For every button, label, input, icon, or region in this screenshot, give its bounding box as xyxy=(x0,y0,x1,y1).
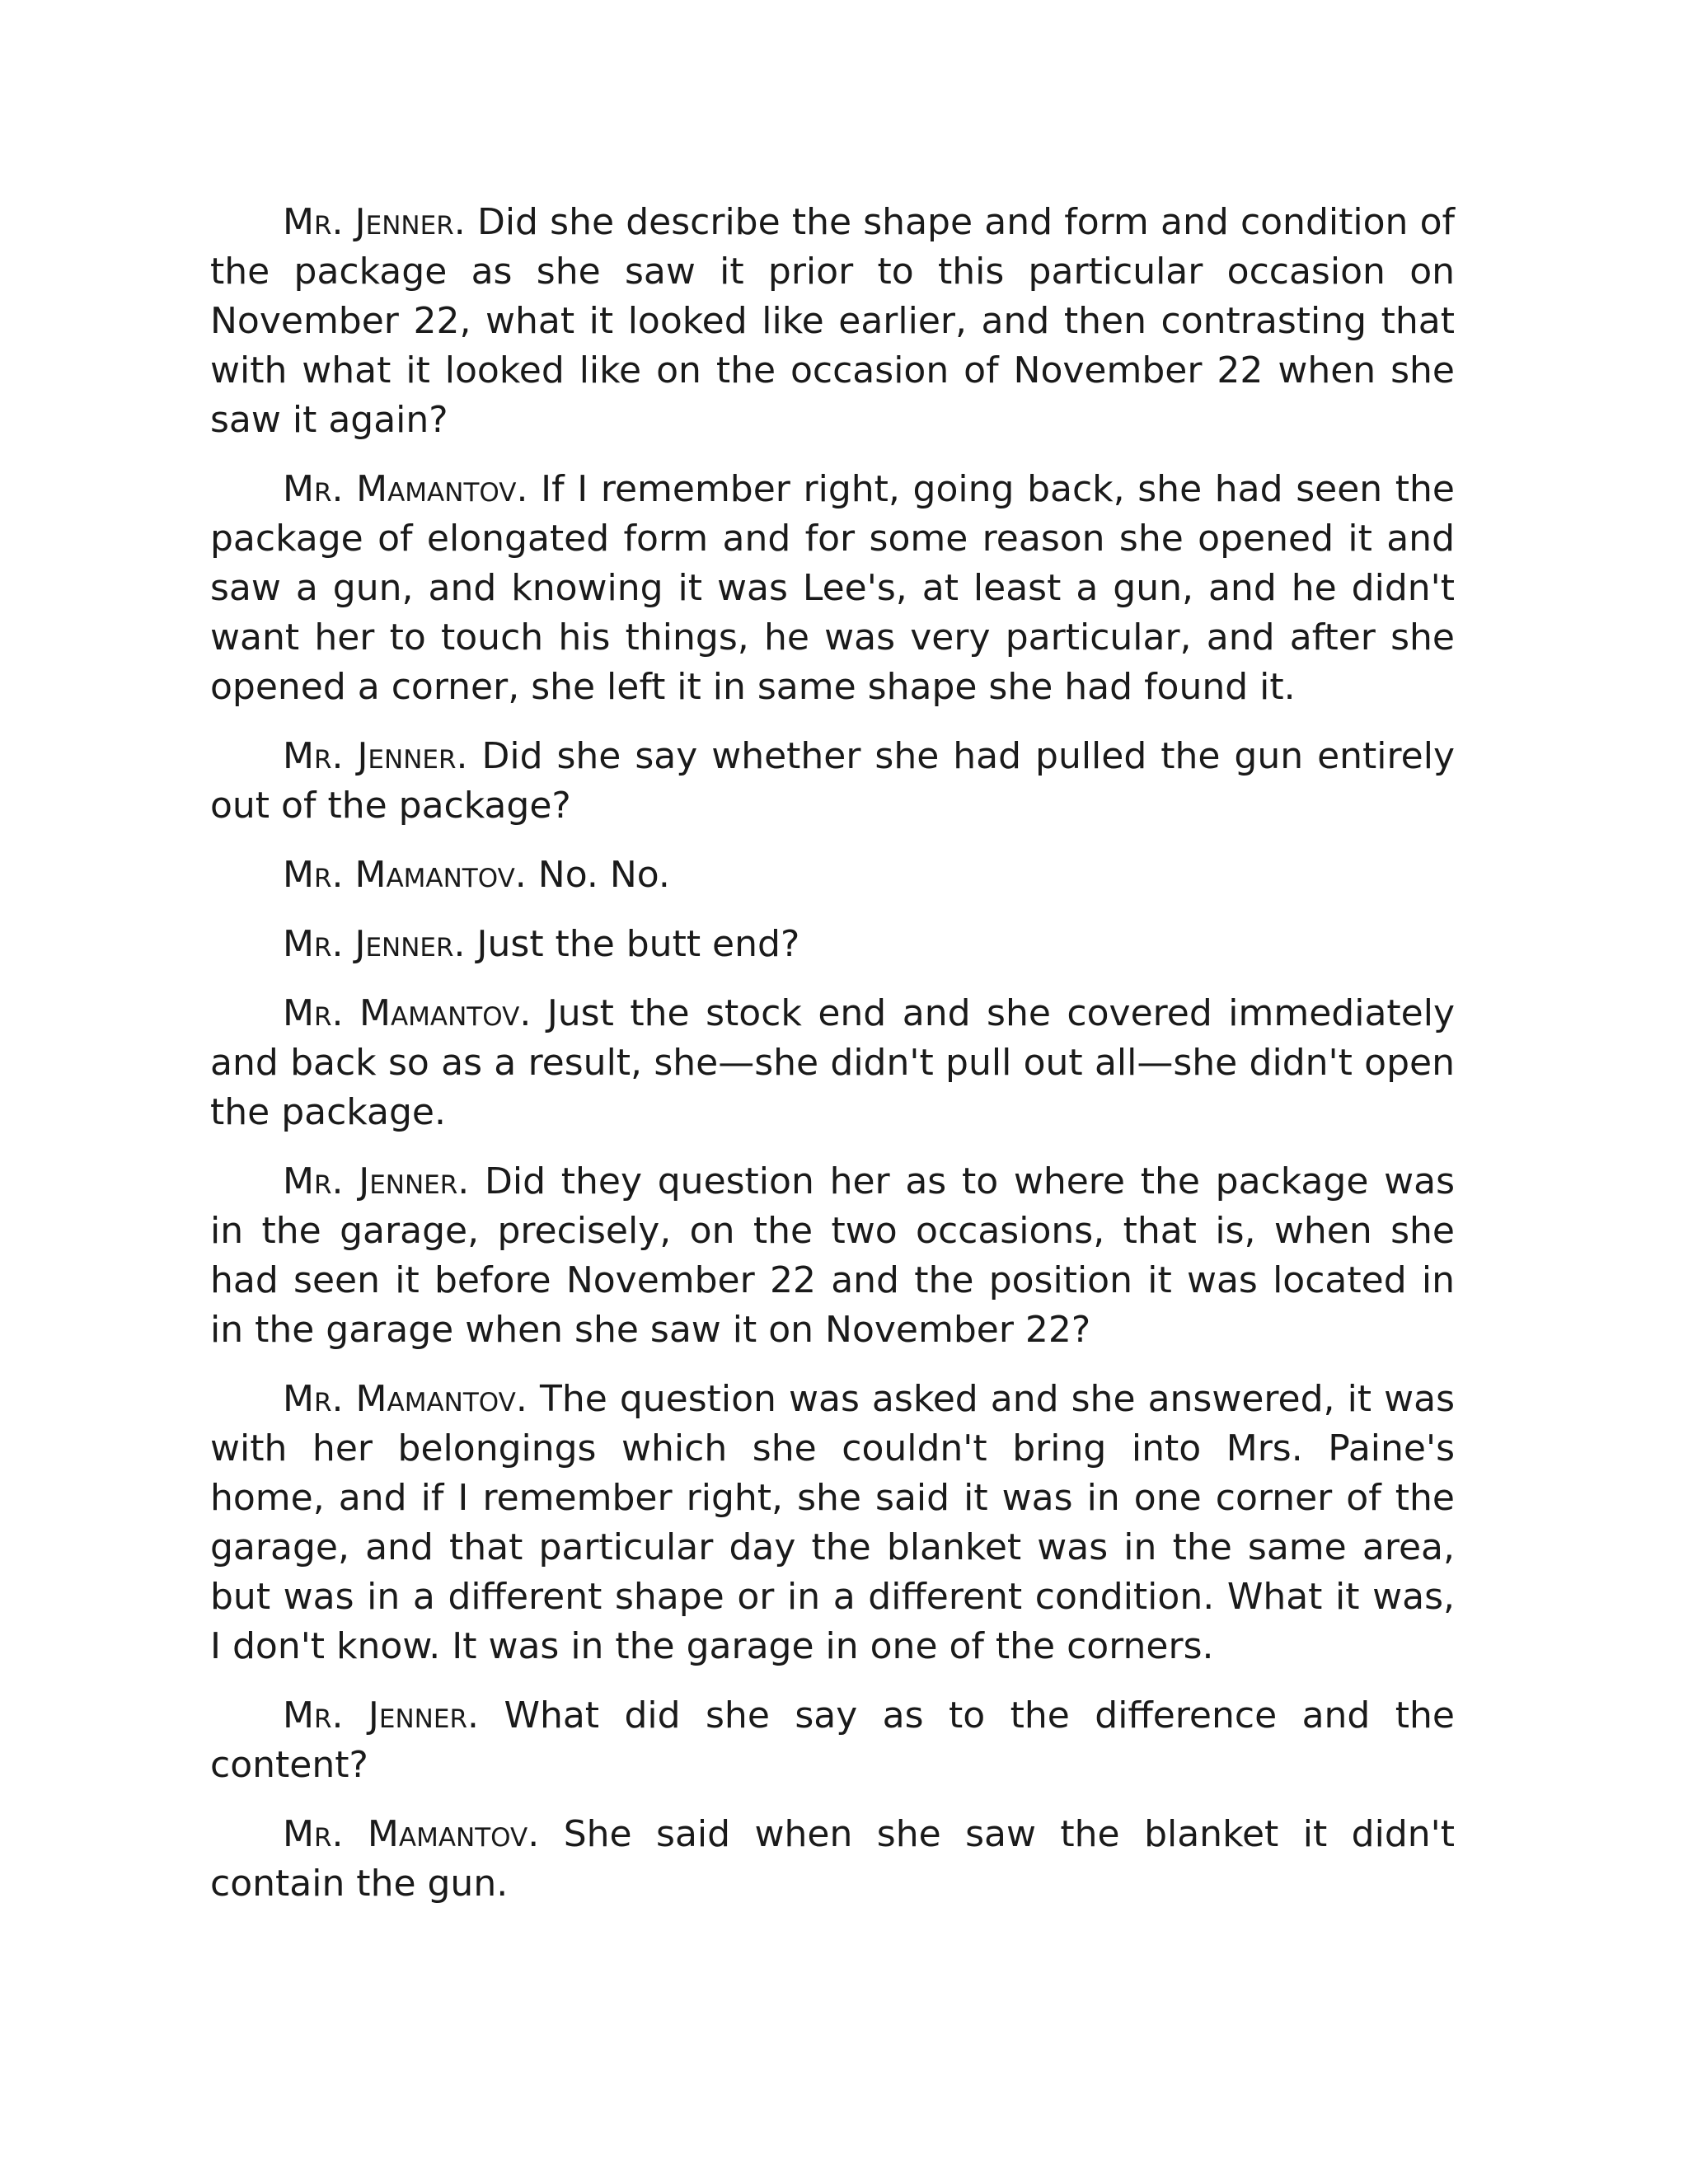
utterance-text: If I remember right, going back, she had seen the package of elongated form and for some reason she opened it and saw a gun, and knowing it was Lee's, at least a gun, and he didn't want her to touch his things, he was very particular, and after she opened a corner, she left it in same shape she had found it. xyxy=(210,468,1456,708)
utterance-text: Did they question her as to where the package was in the garage, precisely, on the two occasions, that is, when she had seen it before November 22 and the position it was located in in the garage when she saw it on November 22? xyxy=(210,1160,1455,1351)
speaker-name: Mr. Jenner xyxy=(283,923,454,965)
speaker-name: Mr. Jenner xyxy=(283,1694,467,1736)
utterance-text: Did she say whether she had pulled the gun entirely out of the package? xyxy=(210,735,1455,827)
dialogue-paragraph: Mr. Jenner. Just the butt end? xyxy=(283,923,800,965)
dialogue-paragraph: Mr. Jenner. Did she describe the shape and form and condition of the package as she saw it prior to this particular occasion on November 22, what it looked like earlier, and then contrasting that with what it looked like on the occasion of November 22 when she saw it again? xyxy=(210,201,1455,441)
utterance-text: No. No. xyxy=(537,854,670,896)
speaker-name: Mr. Mamantov xyxy=(283,854,515,896)
utterance-text: She said when she saw the blanket it didn't contain the gun. xyxy=(210,1813,1455,1905)
dialogue-paragraph: Mr. Mamantov. No. No. xyxy=(283,854,670,896)
dialogue-paragraph: Mr. Mamantov. Just the stock end and she covered immediately and back so as a result, she—she didn't pull out all—she didn't open the package. xyxy=(210,992,1455,1133)
speaker-name: Mr. Mamantov xyxy=(283,1378,516,1420)
dialogue-paragraph: Mr. Jenner. Did they question her as to where the package was in the garage, precisely, on the two occasions, that is, when she had seen it before November 22 and the position it was located in in the garage when she saw it on November 22? xyxy=(210,1160,1455,1351)
speaker-name: Mr. Jenner xyxy=(283,1160,458,1202)
dialogue-paragraph: Mr. Mamantov. If I remember right, going back, she had seen the package of elongated form and for some reason she opened it and saw a gun, and knowing it was Lee's, at least a gun, and he didn't want her to touch his things, he was very particular, and after she opened a corner, she left it in same shape she had found it. xyxy=(210,468,1456,708)
speaker-name: Mr. Mamantov xyxy=(283,1813,528,1855)
transcript-page xyxy=(210,198,1455,1929)
speaker-name: Mr. Jenner xyxy=(283,201,454,243)
dialogue-paragraph: Mr. Jenner. Did she say whether she had pulled the gun entirely out of the package? xyxy=(210,735,1455,827)
utterance-text: Just the butt end? xyxy=(476,923,800,965)
speaker-name: Mr. Mamantov xyxy=(283,468,517,510)
utterance-text: The question was asked and she answered, it was with her belongings which she couldn't bring into Mrs. Paine's home, and if I remember right, she said it was in one corner of the garage, and that particular day the blanket was in the same area, but was in a different shape or in a different condition. What it was, I don't know. It was in the garage in one of the corners. xyxy=(210,1378,1455,1667)
utterance-text: What did she say as to the difference and the content? xyxy=(210,1694,1456,1786)
dialogue-paragraph: Mr. Mamantov. The question was asked and she answered, it was with her belongings which she couldn't bring into Mrs. Paine's home, and if I remember right, she said it was in one corner of the garage, and that particular day the blanket was in the same area, but was in a different shape or in a different condition. What it was, I don't know. It was in the garage in one of the corners. xyxy=(210,1378,1455,1667)
utterance-text: Just the stock end and she covered immediately and back so as a result, she—she didn't pull out all—she didn't open the package. xyxy=(210,992,1455,1133)
dialogue-paragraph: Mr. Mamantov. She said when she saw the blanket it didn't contain the gun. xyxy=(210,1813,1455,1905)
dialogue-paragraph: Mr. Jenner. What did she say as to the difference and the content? xyxy=(210,1694,1456,1786)
speaker-name: Mr. Mamantov xyxy=(283,992,520,1034)
utterance-text: Did she describe the shape and form and condition of the package as she saw it prior to this particular occasion on November 22, what it looked like earlier, and then contrasting that with what it looked like on the occasion of November 22 when she saw it again? xyxy=(210,201,1455,441)
speaker-name: Mr. Jenner xyxy=(283,735,457,777)
